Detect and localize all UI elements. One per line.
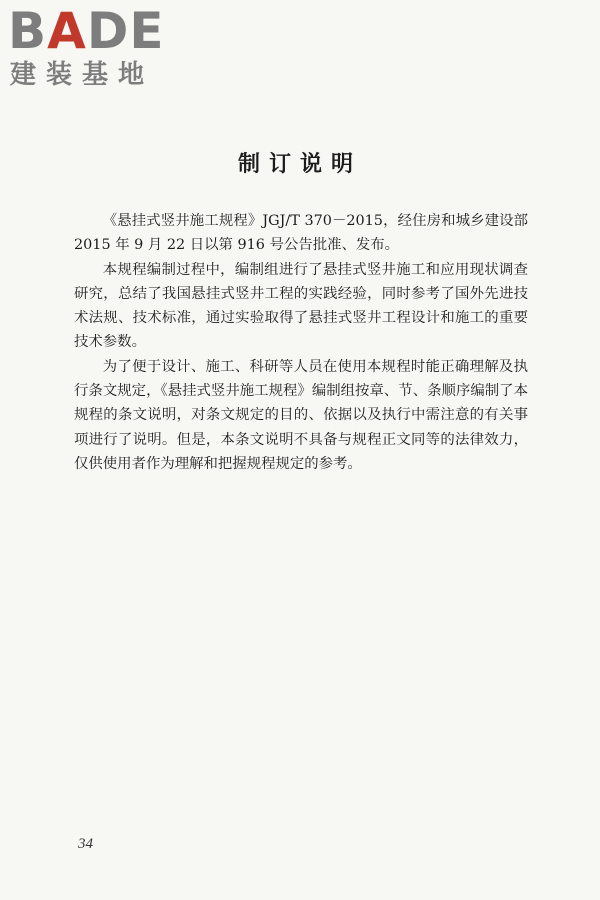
page-number: 34 bbox=[78, 836, 93, 852]
document-body bbox=[74, 209, 528, 476]
watermark-brand-suffix: DE bbox=[86, 2, 165, 60]
paragraph-2: 本规程编制过程中，编制组进行了悬挂式竖井施工和应用现状调查研究，总结了我国悬挂式竖井工程的实践经验，同时参考了国外先进技术法规、技术标准，通过实验取得了悬挂式竖井工程设计和施工的重要技术参数。 bbox=[74, 261, 528, 351]
paragraph-1: 《悬挂式竖井施工规程》JGJ/T 370－2015，经住房和城乡建设部 2015 年 9 月 22 日以第 916 号公告批准、发布。 bbox=[74, 213, 528, 254]
watermark-brand-accent: A bbox=[47, 2, 87, 60]
watermark-brand-prefix: B bbox=[8, 2, 48, 60]
page-title: 制订说明 bbox=[237, 152, 362, 177]
watermark-logo bbox=[8, 4, 183, 94]
watermark-chinese: 建装基地 bbox=[10, 60, 155, 90]
watermark-brand bbox=[8, 4, 165, 58]
paragraph-3: 为了便于设计、施工、科研等人员在使用本规程时能正确理解及执行条文规定，《悬挂式竖井施工规程》编制组按章、节、条顺序编制了本规程的条文说明，对条文规定的目的、依据以及执行中需注意的有关事项进行了说明。但是，本条文说明不具备与规程正文同等的法律效力，仅供使用者作为理解和把握规程规定的参考。 bbox=[74, 358, 528, 472]
